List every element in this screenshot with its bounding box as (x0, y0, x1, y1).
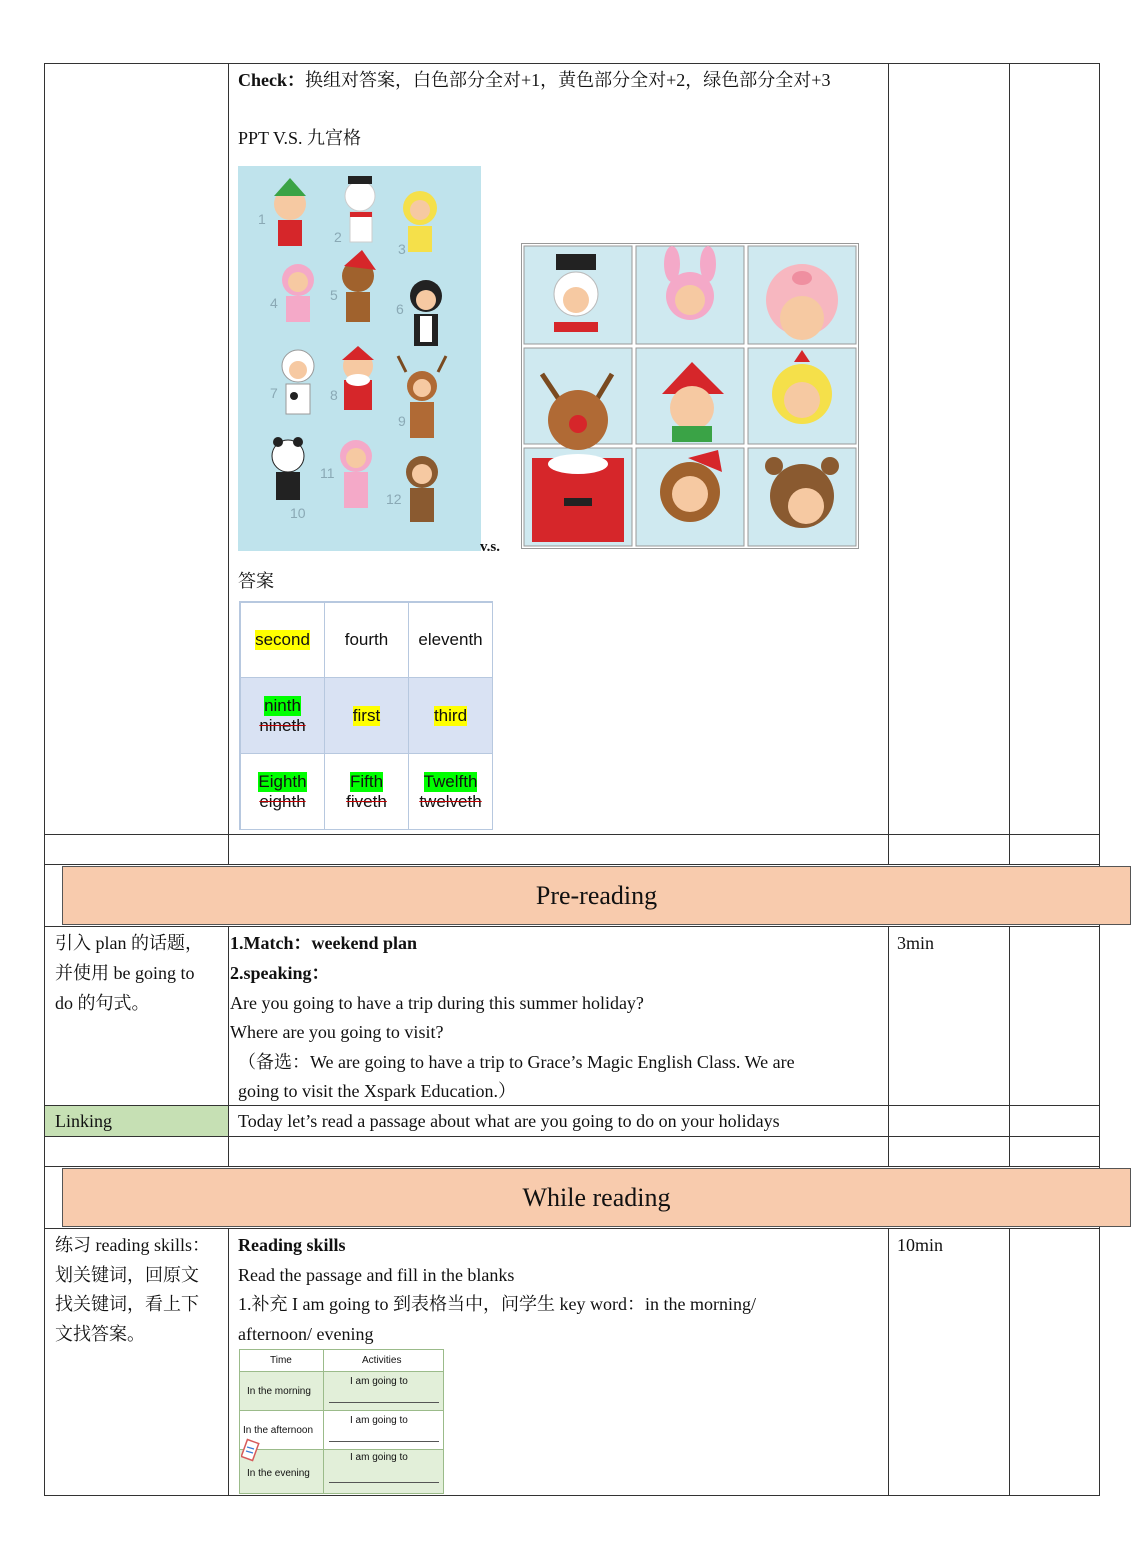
num-8: 8 (330, 387, 338, 403)
question-1: Are you going to have a trip during this summer holiday? (230, 993, 644, 1013)
num-7: 7 (270, 385, 278, 401)
answer-text: Eighth (258, 771, 307, 791)
grid-characters (532, 246, 839, 542)
answer-cell (240, 753, 325, 830)
while-reading-purpose-4: 文找答案。 (55, 1324, 145, 1344)
alternative-line-1: （备选：We are going to have a trip to Grace’s Magic English Class. We are (238, 1052, 795, 1072)
row-time: In the evening (247, 1468, 310, 1479)
col-line (888, 63, 889, 864)
row-line (44, 864, 1100, 865)
check-label: Check： (238, 70, 305, 90)
col-line (228, 926, 229, 1166)
col-line (1009, 926, 1010, 1166)
reading-step-1: 1.补充 I am going to 到表格当中，问学生 key word：in the morning/ (238, 1294, 756, 1314)
row-line (44, 926, 1100, 927)
reading-step-1-cont: afternoon/ evening (238, 1324, 374, 1344)
row-activity: I am going to (350, 1415, 408, 1426)
linking-text: Today let’s read a passage about what are you going to do on your holidays (238, 1111, 780, 1131)
table-border-top (44, 63, 1100, 64)
time-header: Time (270, 1355, 292, 1366)
row-activity: I am going to (350, 1452, 408, 1463)
row-line (44, 834, 1100, 835)
alternative-line-2: going to visit the Xspark Education.） (238, 1081, 516, 1101)
table-row (240, 1372, 324, 1411)
num-2: 2 (334, 229, 342, 245)
num-10: 10 (290, 505, 306, 521)
match-line: 1.Match：weekend plan (230, 933, 418, 953)
num-1: 1 (258, 211, 266, 227)
pre-reading-purpose-3: do 的句式。 (55, 993, 150, 1013)
pre-reading-time: 3min (897, 933, 935, 953)
col-line (1009, 1228, 1010, 1495)
nine-grid-image (521, 243, 859, 549)
table-row (240, 1450, 324, 1493)
pre-reading-purpose-2: 并使用 be going to (55, 963, 195, 983)
col-line (888, 926, 889, 1166)
table-header-cell (324, 1350, 443, 1372)
table-row (324, 1411, 443, 1450)
num-11: 11 (320, 465, 335, 481)
answer-cell (324, 602, 409, 678)
num-6: 6 (396, 301, 404, 317)
col-line (228, 63, 229, 864)
table-header-cell (240, 1350, 324, 1372)
while-reading-band (62, 1168, 1131, 1227)
character-figures (272, 176, 446, 522)
answer-crossed-text: twelveth (419, 791, 482, 811)
answer-crossed-text: nineth (259, 715, 306, 735)
ppt-vs-label: PPT V.S. 九宫格 (238, 128, 362, 148)
row-activity: I am going to (350, 1376, 408, 1387)
table-row (324, 1372, 443, 1411)
activity-table-image (239, 1349, 444, 1494)
blank-line (329, 1441, 439, 1442)
row-time: In the morning (247, 1386, 311, 1397)
answer-cell (240, 602, 325, 678)
reading-instruction: Read the passage and fill in the blanks (238, 1265, 515, 1285)
table-border-left (44, 63, 45, 1496)
speaking-line: 2.speaking： (230, 963, 330, 983)
answer-text: fourth (344, 630, 389, 649)
checklist-icon (241, 1438, 261, 1464)
row-line (44, 1166, 1100, 1167)
answer-crossed-text: eighth (259, 791, 306, 811)
col-line (888, 1228, 889, 1495)
answer-cell (240, 677, 325, 754)
activities-header: Activities (362, 1355, 402, 1366)
answer-label: 答案 (238, 571, 274, 591)
answer-cell (324, 677, 409, 754)
num-3: 3 (398, 241, 406, 257)
table-border-right (1099, 63, 1100, 1496)
answer-table (239, 601, 493, 830)
num-9: 9 (398, 413, 406, 429)
blank-line (329, 1402, 439, 1403)
answer-text: Twelfth (423, 771, 478, 791)
pre-reading-purpose-1: 引入 plan 的话题， (55, 933, 203, 953)
while-reading-time: 10min (897, 1235, 944, 1255)
row-line (44, 1228, 1100, 1229)
answer-crossed-text: fiveth (346, 791, 387, 811)
linking-label: Linking (55, 1111, 112, 1131)
row-time: In the afternoon (243, 1425, 314, 1436)
answer-cell (408, 602, 493, 678)
while-reading-purpose-2: 划关键词，回原文 (55, 1265, 199, 1285)
answer-text: third (433, 705, 468, 725)
col-line (228, 1228, 229, 1495)
col-line (1009, 63, 1010, 864)
blank-line (329, 1482, 439, 1483)
answer-text: second (255, 630, 310, 649)
table-row (324, 1450, 443, 1493)
row-line (44, 1136, 1100, 1137)
answer-text: Fifth (349, 771, 384, 791)
num-4: 4 (270, 295, 278, 311)
pre-reading-title: Pre-reading (535, 880, 658, 910)
answer-text: eleventh (418, 630, 483, 649)
check-line (238, 68, 830, 92)
answer-cell (408, 677, 493, 754)
table-border-bottom (44, 1495, 1100, 1496)
while-reading-purpose-1: 练习 reading skills： (55, 1235, 210, 1255)
answer-text: first (352, 705, 381, 725)
while-reading-purpose-3: 找关键词，看上下 (55, 1294, 199, 1314)
while-reading-title: While reading (522, 1182, 671, 1212)
reading-skills-heading: Reading skills (238, 1235, 346, 1255)
answer-cell (324, 753, 409, 830)
answer-cell (408, 753, 493, 830)
linking-cell (45, 1106, 228, 1136)
num-5: 5 (330, 287, 338, 303)
answer-text: ninth (264, 695, 301, 715)
ppt-characters-image (238, 166, 481, 551)
question-2: Where are you going to visit? (230, 1022, 444, 1042)
pre-reading-band (62, 866, 1131, 925)
vs-label: v.s. (480, 539, 501, 555)
check-text: 换组对答案，白色部分全对+1，黄色部分全对+2，绿色部分全对+3 (305, 70, 831, 90)
num-12: 12 (386, 491, 402, 507)
